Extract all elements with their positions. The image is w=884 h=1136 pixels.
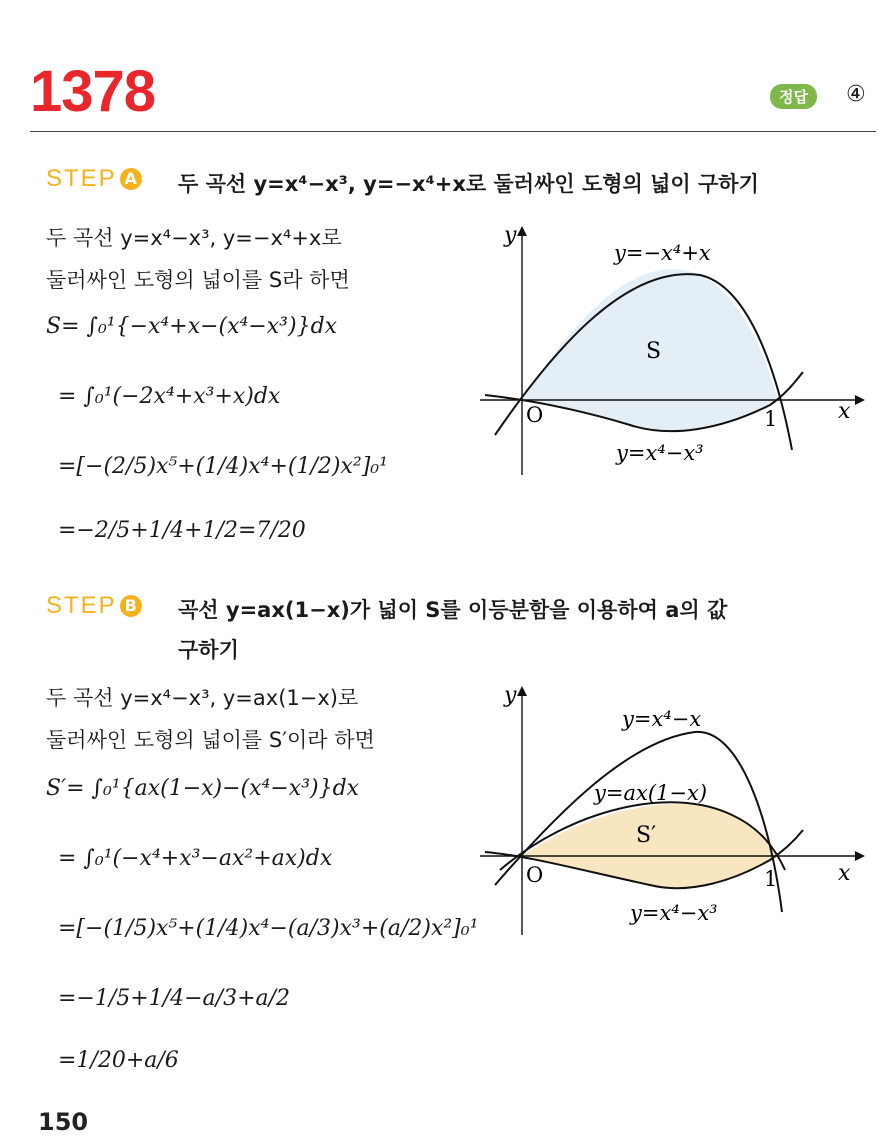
region-s-label: S bbox=[646, 339, 662, 364]
step-a-header bbox=[46, 165, 142, 193]
step-b-equation-3: =[−(1/5)x⁵+(1/4)x⁴−(a/3)x³+(a/2)x²]₀¹ bbox=[58, 916, 479, 941]
x-axis-label: x bbox=[838, 399, 851, 424]
step-a-equation-4: =−2/5+1/4+1/2=7/20 bbox=[58, 518, 306, 543]
step-b-badge: B bbox=[120, 595, 142, 617]
step-b-equation-4: =−1/5+1/4−a/3+a/2 bbox=[58, 986, 291, 1011]
step-a-title: 두 곡선 y=x⁴−x³, y=−x⁴+x로 둘러싸인 도형의 넓이 구하기 bbox=[178, 172, 759, 196]
header-divider bbox=[30, 131, 876, 132]
origin-label: O bbox=[526, 403, 544, 427]
step-a-text-line2: 둘러싸인 도형의 넓이를 S라 하면 bbox=[46, 268, 350, 292]
lower-curve-label: y=x⁴−x³ bbox=[616, 441, 704, 465]
one-label: 1 bbox=[764, 867, 778, 891]
middle-curve-label: y=ax(1−x) bbox=[594, 781, 708, 805]
top-curve-label: y=x⁴−x bbox=[622, 707, 702, 731]
y-axis-arrow bbox=[517, 226, 527, 236]
page-number: 150 bbox=[38, 1108, 89, 1136]
answer-badge: 정답 bbox=[770, 84, 817, 109]
y-axis-label: y bbox=[504, 223, 517, 248]
step-b-title-line2: 구하기 bbox=[178, 638, 239, 662]
step-b-title-line1: 곡선 y=ax(1−x)가 넓이 S를 이등분함을 이용하여 a의 값 bbox=[178, 598, 728, 622]
step-a-equation-2: = ∫₀¹(−2x⁴+x³+x)dx bbox=[58, 384, 281, 409]
x-axis-arrow bbox=[855, 851, 865, 861]
answer-value: ④ bbox=[846, 82, 866, 107]
region-s-prime-label: S′ bbox=[636, 823, 657, 848]
step-b-label: STEP bbox=[46, 592, 117, 619]
upper-curve-label: y=−x⁴+x bbox=[614, 241, 711, 265]
problem-number: 1378 bbox=[30, 59, 156, 124]
graph-b bbox=[470, 680, 870, 950]
x-axis-arrow bbox=[855, 395, 865, 405]
step-a-equation-1: S= ∫₀¹{−x⁴+x−(x⁴−x³)}dx bbox=[46, 314, 338, 339]
x-axis-label: x bbox=[838, 861, 851, 886]
step-a-text-line1: 두 곡선 y=x⁴−x³, y=−x⁴+x로 bbox=[46, 226, 342, 250]
step-b-equation-5: =1/20+a/6 bbox=[58, 1048, 179, 1073]
step-b-header bbox=[46, 592, 142, 620]
step-a-badge: A bbox=[120, 168, 142, 190]
step-b-equation-2: = ∫₀¹(−x⁴+x³−ax²+ax)dx bbox=[58, 846, 333, 871]
step-b-text-line1: 두 곡선 y=x⁴−x³, y=ax(1−x)로 bbox=[46, 686, 359, 710]
step-a-label: STEP bbox=[46, 165, 117, 192]
graph-a bbox=[470, 220, 870, 490]
origin-label: O bbox=[526, 863, 544, 887]
step-b-text-line2: 둘러싸인 도형의 넓이를 S′이라 하면 bbox=[46, 728, 375, 752]
y-axis-arrow bbox=[517, 686, 527, 696]
lower-curve-label: y=x⁴−x³ bbox=[630, 901, 718, 925]
step-a-equation-3: =[−(2/5)x⁵+(1/4)x⁴+(1/2)x²]₀¹ bbox=[58, 454, 388, 479]
y-axis-label: y bbox=[504, 683, 517, 708]
one-label: 1 bbox=[764, 407, 778, 431]
step-b-equation-1: S′= ∫₀¹{ax(1−x)−(x⁴−x³)}dx bbox=[46, 776, 360, 801]
